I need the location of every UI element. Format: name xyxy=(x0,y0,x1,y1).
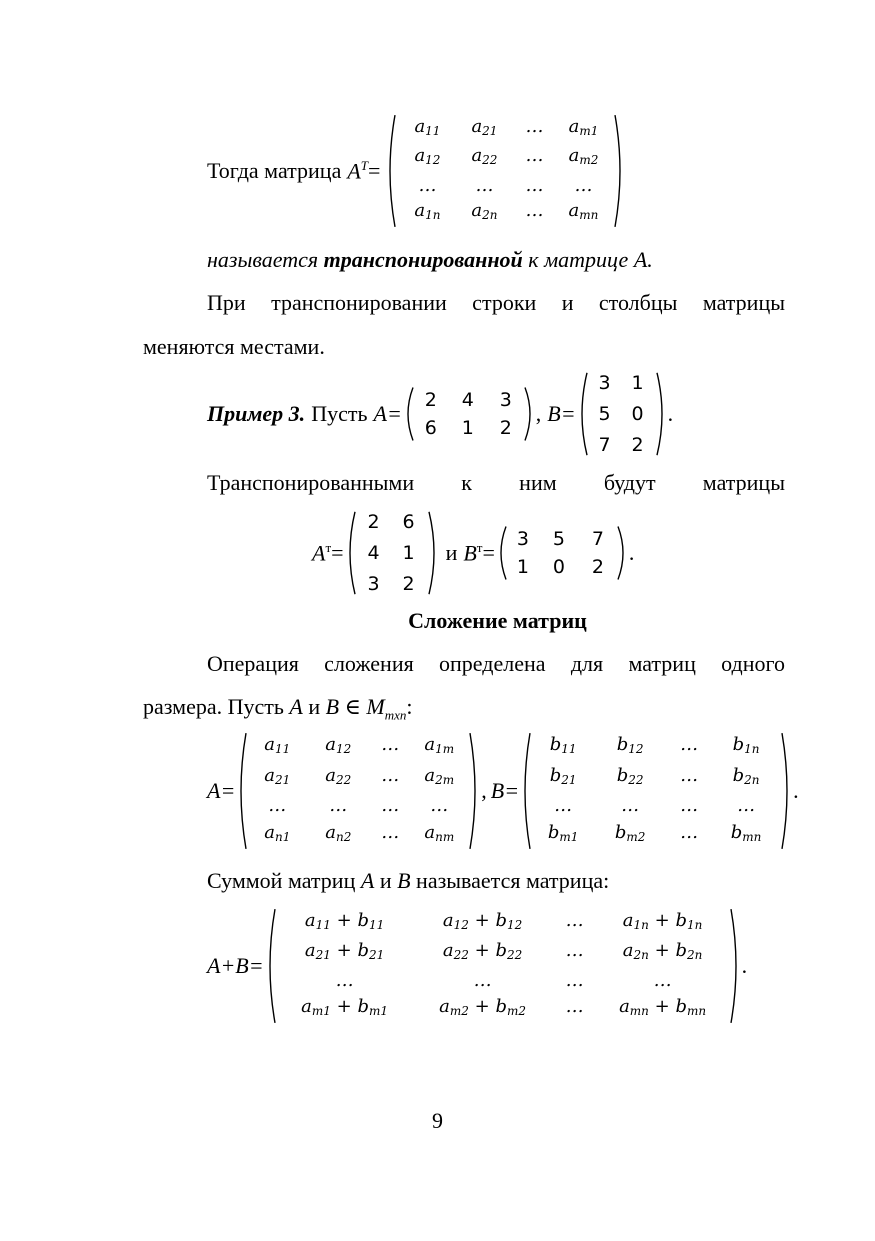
matrix-cell: … xyxy=(737,795,756,817)
general-a-label: A= xyxy=(207,778,236,803)
matrix-grid-BT xyxy=(508,526,616,580)
sum-label: A+B= xyxy=(207,953,264,978)
sum-intro: Суммой матриц A и B называется матрица: xyxy=(207,868,610,893)
left-paren xyxy=(519,732,532,850)
matrix-cell: $a_{m1} + b_{m1}$ xyxy=(301,996,388,1018)
matrix-cell: $a_{22}$ xyxy=(325,764,352,787)
matrix-cell: 2 xyxy=(424,389,437,411)
matrix-cell: $b_{m2}$ xyxy=(614,821,646,844)
matrix-grid-transpose xyxy=(397,114,613,228)
matrix-cell: … xyxy=(653,970,672,991)
example-b-label: B= xyxy=(547,401,576,426)
matrix-at xyxy=(344,511,440,595)
matrix-cell: $a_{12} + b_{12}$ xyxy=(442,910,523,932)
matrix-cell: … xyxy=(381,821,400,843)
section-title: Сложение матриц xyxy=(408,608,587,633)
matrix-cell: … xyxy=(381,734,400,755)
right-paren xyxy=(613,114,626,228)
matrix-cell: 0 xyxy=(631,403,644,425)
matrix-cell: … xyxy=(418,174,437,196)
matrix-cell: $a_{2n}$ xyxy=(471,199,498,222)
matrix-cell: … xyxy=(329,795,348,817)
matrix-cell: $b_{11}$ xyxy=(549,734,577,756)
matrix-cell: $a_{12}$ xyxy=(414,145,441,168)
matrix-cell: $a_{22}$ xyxy=(471,145,498,168)
matrix-cell: 3 xyxy=(516,528,529,550)
matrix-cell: 2 xyxy=(631,434,644,456)
at-equals: = xyxy=(331,540,344,565)
note-line-1: При транспонировании строки и столбцы матрицы xyxy=(207,290,785,315)
matrix-cell: … xyxy=(565,996,584,1017)
matrix-cell: … xyxy=(381,764,400,786)
left-paren xyxy=(576,372,589,456)
matrix-cell: … xyxy=(680,764,699,786)
matrix-cell: 7 xyxy=(598,434,611,456)
matrix-cell: 4 xyxy=(461,389,474,411)
matrix-cell: $b_{22}$ xyxy=(616,764,644,787)
matrix-cell: 5 xyxy=(552,528,565,550)
matrix-cell: … xyxy=(565,940,584,961)
matrix-cell: 7 xyxy=(591,528,604,550)
matrix-cell: 1 xyxy=(402,542,415,564)
matrix-cell: 2 xyxy=(499,417,512,439)
matrix-cell: $a_{1n} + b_{1n}$ xyxy=(622,910,703,932)
example-end: . xyxy=(667,401,674,426)
matrix-cell: $a_{mn} + b_{mn}$ xyxy=(619,996,707,1018)
transpose-symbol: $A^T$ xyxy=(347,157,369,184)
matrix-cell: $b_{m1}$ xyxy=(547,821,579,844)
matrix-cell: $a_{m2}$ xyxy=(568,145,599,168)
matrix-cell: $a_{11}$ xyxy=(414,116,441,138)
sum-matrix-block xyxy=(207,907,747,1025)
general-sep: , xyxy=(481,778,487,803)
transposed-matrices xyxy=(312,510,634,596)
matrix-cell: … xyxy=(565,910,584,931)
matrix-cell: … xyxy=(621,795,640,817)
matrix-cell: 3 xyxy=(598,372,611,394)
matrix-cell: $b_{12}$ xyxy=(616,734,644,756)
matrix-bt xyxy=(495,526,629,580)
matrix-cell: $a_{n1}$ xyxy=(264,821,291,844)
right-paren xyxy=(427,511,440,595)
right-paren xyxy=(655,372,668,456)
transposed-end: . xyxy=(628,540,635,565)
matrix-grid-genA xyxy=(248,732,468,850)
matrix-cell: 0 xyxy=(552,556,565,578)
matrix-cell: 6 xyxy=(402,511,415,533)
matrix-cell: 2 xyxy=(367,511,380,533)
matrix-cell: $a_{n2}$ xyxy=(325,821,352,844)
example-text: Пусть xyxy=(311,401,368,426)
matrix-cell: 1 xyxy=(461,417,474,439)
right-paren xyxy=(729,908,742,1024)
matrix-cell: $a_{21}$ xyxy=(264,764,291,787)
matrix-cell: … xyxy=(430,795,449,817)
transposed-intro: Транспонированными к ним будут матрицы xyxy=(207,470,785,495)
matrix-cell: … xyxy=(525,199,544,221)
matrix-cell: 3 xyxy=(367,573,380,595)
matrix-cell: … xyxy=(525,174,544,196)
matrix-cell: … xyxy=(525,116,544,137)
matrix-cell: … xyxy=(268,795,287,817)
left-paren xyxy=(495,526,508,580)
matrix-cell: $a_{22} + b_{22}$ xyxy=(442,940,523,962)
matrix-grid-AT xyxy=(357,511,427,595)
sum-end: . xyxy=(741,953,748,978)
left-paren xyxy=(344,511,357,595)
matrix-cell: $b_{mn}$ xyxy=(730,821,762,844)
matrix-cell: $a_{11} + b_{11}$ xyxy=(304,910,385,932)
left-paren xyxy=(235,732,248,850)
matrix-cell: … xyxy=(554,795,573,817)
matrix-cell: $a_{12}$ xyxy=(325,734,352,756)
matrix-cell: 1 xyxy=(516,556,529,578)
left-paren xyxy=(264,908,277,1024)
transpose-definition xyxy=(207,114,626,228)
matrix-grid-genB xyxy=(532,732,780,850)
matrix-cell: 2 xyxy=(591,556,604,578)
matrix-cell: 1 xyxy=(631,372,644,394)
matrix-cell: 2 xyxy=(402,573,415,595)
note-line-2: меняются местами. xyxy=(143,334,325,359)
example-a-label: A= xyxy=(373,401,402,426)
transpose-matrix xyxy=(384,114,626,228)
matrix-cell: $a_{mn}$ xyxy=(568,199,599,222)
example-matrix-a xyxy=(402,387,536,441)
transpose-lead: Тогда матрица xyxy=(207,158,342,183)
general-b-label: B= xyxy=(490,778,520,803)
matrix-cell: $a_{1m}$ xyxy=(424,734,455,756)
matrix-cell: … xyxy=(381,795,400,817)
example-label: Пример 3. xyxy=(207,401,306,426)
matrix-cell: … xyxy=(473,970,492,991)
matrix-cell: … xyxy=(680,795,699,817)
general-matrices xyxy=(207,731,799,851)
matrix-cell: … xyxy=(680,821,699,843)
right-paren xyxy=(616,526,629,580)
matrix-cell: $b_{2n}$ xyxy=(732,764,760,787)
sum-matrix xyxy=(264,908,742,1024)
matrix-cell: $a_{21} + b_{21}$ xyxy=(304,940,385,962)
addition-line-2: размера. Пусть A и B ∈ $M_{mxn}$: xyxy=(143,694,413,723)
left-paren xyxy=(384,114,397,228)
matrix-cell: … xyxy=(335,970,354,991)
general-matrix-b xyxy=(519,732,793,850)
matrix-cell: 5 xyxy=(598,403,611,425)
page-number: 9 xyxy=(432,1108,443,1133)
matrix-grid-exB xyxy=(589,372,655,456)
at-label: $A^т$ xyxy=(312,539,332,566)
matrix-cell: $a_{2m}$ xyxy=(424,764,455,787)
transpose-caption: называется транспонированной к матрице A. xyxy=(207,247,653,272)
matrix-cell: $b_{1n}$ xyxy=(732,734,760,756)
general-matrix-a xyxy=(235,732,481,850)
example-matrix-b xyxy=(576,372,668,456)
matrix-cell: … xyxy=(574,174,593,196)
and-word: и xyxy=(445,540,458,565)
transpose-equals: = xyxy=(368,158,381,183)
example-sep: , xyxy=(535,401,542,426)
matrix-cell: $a_{2n} + b_{2n}$ xyxy=(622,940,703,962)
matrix-cell: 6 xyxy=(424,417,437,439)
left-paren xyxy=(402,387,415,441)
example-3 xyxy=(207,372,673,456)
matrix-cell: $a_{nm}$ xyxy=(424,821,455,844)
addition-line-1: Операция сложения определена для матриц одного xyxy=(207,651,785,676)
right-paren xyxy=(523,387,536,441)
matrix-cell: $a_{m2} + b_{m2}$ xyxy=(439,996,526,1018)
matrix-cell: $a_{m1}$ xyxy=(568,116,599,138)
matrix-cell: … xyxy=(475,174,494,196)
matrix-grid-sum xyxy=(277,908,729,1024)
bt-equals: = xyxy=(482,540,495,565)
matrix-cell: $b_{21}$ xyxy=(549,764,577,787)
bt-label: $B^т$ xyxy=(463,539,483,566)
right-paren xyxy=(780,732,793,850)
matrix-cell: 4 xyxy=(367,542,380,564)
matrix-grid-exA xyxy=(415,387,523,441)
matrix-cell: $a_{1n}$ xyxy=(414,199,441,222)
matrix-cell: $a_{11}$ xyxy=(264,734,291,756)
matrix-cell: … xyxy=(565,970,584,991)
matrix-cell: … xyxy=(680,734,699,755)
matrix-cell: 3 xyxy=(499,389,512,411)
right-paren xyxy=(468,732,481,850)
matrix-cell: … xyxy=(525,145,544,167)
matrix-cell: $a_{21}$ xyxy=(471,116,498,138)
transpose-term: транспонированной xyxy=(323,247,523,272)
general-end: . xyxy=(793,778,799,803)
